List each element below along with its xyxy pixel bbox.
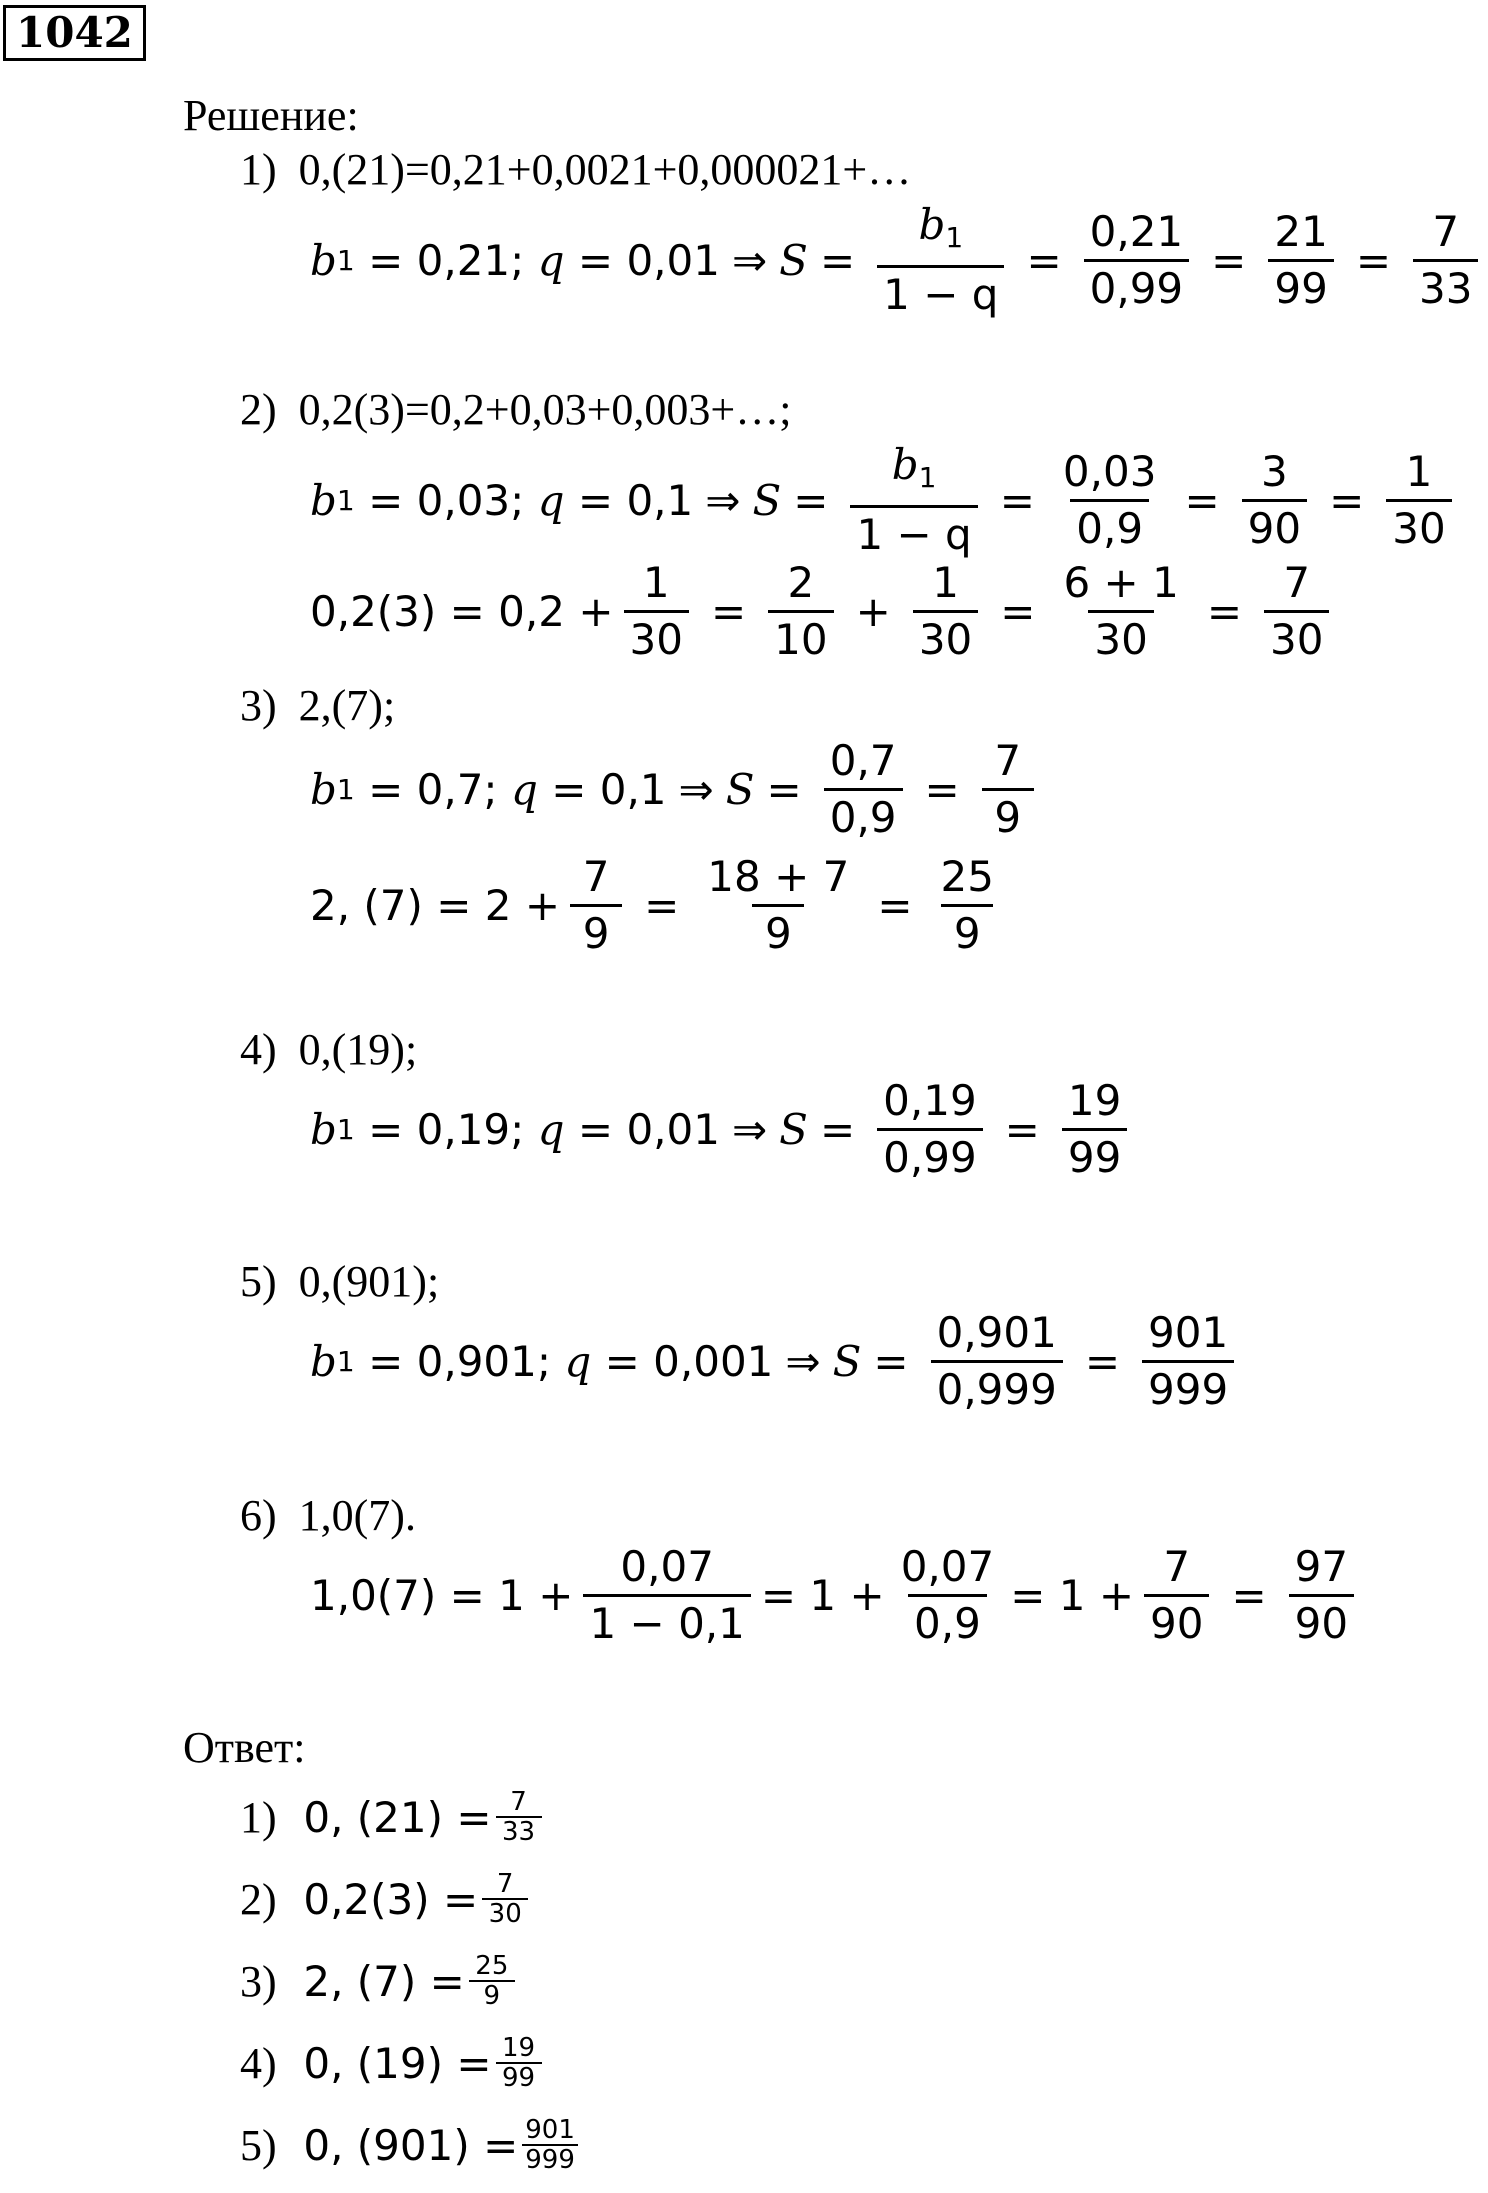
fraction: $\frac{901}{999}$	[522, 2116, 578, 2174]
solution-label: Решение:	[183, 91, 359, 140]
answer-item: 3) 2, (7) = $\frac{25}{9}$	[240, 1952, 519, 2010]
fraction: $\frac{2}{10}$	[768, 558, 833, 665]
fraction: $\frac{0,03}{0,9}$	[1062, 446, 1157, 553]
fraction: $\frac{3}{90}$	[1242, 447, 1307, 554]
step5-formula: b 1 = 0,901; q = 0,001 ⇒ S = $\frac{0,901}{0,999}$ = $\frac{901}{999}$	[310, 1308, 1244, 1415]
fraction: $\frac{901}{999}$	[1142, 1308, 1234, 1415]
fraction: $\frac{0,7}{0,9}$	[824, 736, 903, 843]
fraction: $\frac{1}{30}$	[1386, 447, 1451, 554]
fraction: $\frac{7}{9}$	[570, 852, 622, 959]
step5-expression: 5) 0,(901);	[240, 1257, 440, 1306]
fraction: $\frac{7}{33}$	[496, 1788, 542, 1846]
step3-conversion: 2, (7) = 2 + $\frac{7}{9}$ = $\frac{18 + 7}{9}$ = $\frac{25}{9}$	[310, 852, 1010, 959]
fraction: $\frac{1}{30}$	[913, 558, 978, 665]
step3-expression: 3) 2,(7);	[240, 681, 396, 730]
fraction: $\frac{0,07}{0,9}$	[900, 1542, 995, 1648]
fraction: $\frac{7}{9}$	[982, 736, 1034, 843]
fraction: $\frac{b_1}{1 - q}$	[877, 200, 1004, 320]
answer-item: 2) 0,2(3) = $\frac{7}{30}$	[240, 1870, 532, 1928]
fraction: $\frac{25}{9}$	[940, 852, 994, 958]
step4-expression: 4) 0,(19);	[240, 1025, 418, 1074]
answer-label: Ответ:	[183, 1723, 306, 1772]
fraction: $\frac{0,19}{0,99}$	[877, 1076, 983, 1183]
fraction: $\frac{1}{30}$	[624, 558, 689, 665]
fraction: $\frac{0,21}{0,99}$	[1084, 207, 1190, 314]
step1-expression: 1) 0,(21)=0,21+0,0021+0,000021+…	[240, 145, 912, 194]
fraction: $\frac{7}{30}$	[1264, 558, 1329, 665]
fraction: $\frac{0,901}{0,999}$	[931, 1308, 1063, 1415]
fraction: $\frac{7}{30}$	[482, 1870, 528, 1928]
fraction: $\frac{0,07}{1 - 0,1}$	[583, 1542, 750, 1649]
step2-formula: b 1 = 0,03; q = 0,1 ⇒ S = $\frac{b_1}{1 - q}$ = $\frac{0,03}{0,9}$ = $\frac{3}{90}$ = $\frac{1}{30}$	[310, 440, 1462, 560]
fraction: $\frac{6 + 1}{30}$	[1063, 558, 1179, 664]
step3-formula: b 1 = 0,7; q = 0,1 ⇒ S = $\frac{0,7}{0,9}$ = $\frac{7}{9}$	[310, 736, 1044, 843]
step2-expression: 2) 0,2(3)=0,2+0,03+0,003+…;	[240, 385, 792, 434]
fraction: $\frac{18 + 7}{9}$	[707, 852, 850, 958]
fraction: $\frac{97}{90}$	[1289, 1542, 1354, 1649]
fraction: $\frac{7}{90}$	[1144, 1542, 1209, 1649]
fraction: $\frac{7}{33}$	[1413, 207, 1478, 314]
answer-item: 1) 0, (21) = $\frac{7}{33}$	[240, 1788, 546, 1846]
answer-item: 4) 0, (19) = $\frac{19}{99}$	[240, 2034, 546, 2092]
step6-expression: 6) 1,0(7).	[240, 1491, 416, 1540]
fraction: $\frac{21}{99}$	[1268, 207, 1333, 314]
fraction: $\frac{19}{99}$	[496, 2034, 542, 2092]
fraction: $\frac{25}{9}$	[469, 1952, 515, 2010]
problem-number: 1042	[3, 5, 146, 61]
answer-item: 5) 0, (901) = $\frac{901}{999}$	[240, 2116, 582, 2174]
step2-conversion: 0,2(3) = 0,2 + $\frac{1}{30}$ = $\frac{2}{10}$ + $\frac{1}{30}$ = $\frac{6 + 1}{30}$ = $\frac{7}{30}$	[310, 558, 1339, 665]
step1-formula: b 1 = 0,21; q = 0,01 ⇒ S = $\frac{b_1}{1 - q}$ = $\frac{0,21}{0,99}$ = $\frac{21}{99}$ = $\frac{7}{33}$	[310, 200, 1488, 320]
step6-formula: 1,0(7) = 1 + $\frac{0,07}{1 - 0,1}$ = 1 + $\frac{0,07}{0,9}$ = 1 + $\frac{7}{90}$ = $\frac{97}{90}$	[310, 1542, 1364, 1649]
fraction: $\frac{b_1}{1 - q}$	[850, 440, 977, 560]
step4-formula: b 1 = 0,19; q = 0,01 ⇒ S = $\frac{0,19}{0,99}$ = $\frac{19}{99}$	[310, 1076, 1137, 1183]
fraction: $\frac{19}{99}$	[1062, 1076, 1127, 1183]
